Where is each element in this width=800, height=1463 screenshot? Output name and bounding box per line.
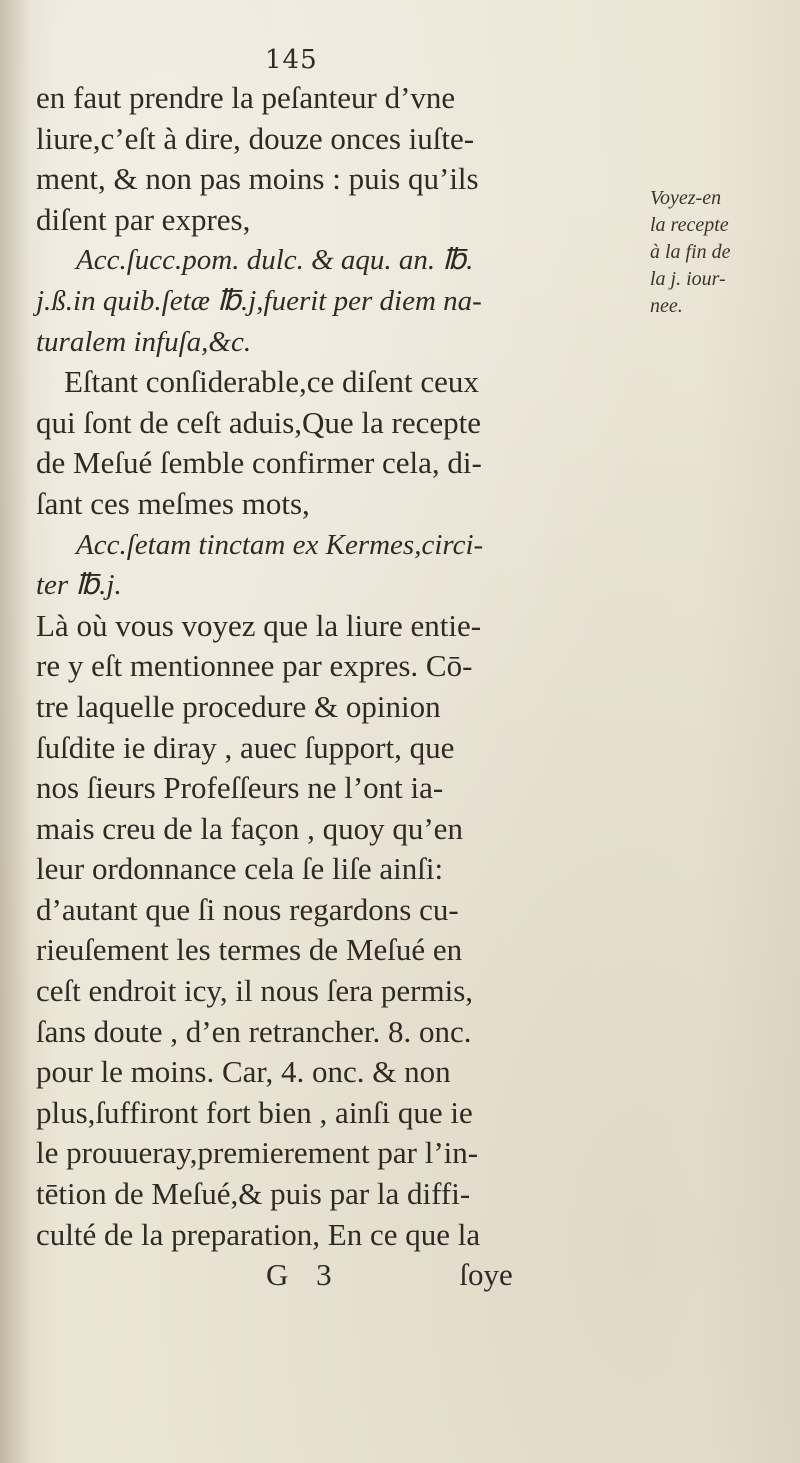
latin-recipe-line: Acc.ſucc.pom. dulc. & aqu. an. ℔.	[76, 244, 474, 277]
latin-recipe-line: j.ß.in quib.ſetæ ℔.j,fuerit per diem na-	[36, 284, 482, 317]
text-line: pour le moins. Car, 4. onc. & non	[36, 1054, 451, 1090]
text-line: tre laquelle procedure & opinion	[36, 688, 441, 724]
text-line: culté de la preparation, En ce que la	[36, 1216, 481, 1252]
text-line: qui ſont de ceſt aduis,Que la recepte	[36, 404, 482, 440]
text-line: ſans doute , d’en retrancher. 8. onc.	[36, 1013, 472, 1049]
text-line: re y eſt mentionnee par expres. Cō-	[36, 648, 473, 684]
text-line: ment, & non pas moins : puis qu’ils	[36, 161, 479, 197]
text-line: leur ordonnance cela ſe liſe ainſi:	[36, 851, 444, 887]
text-line: Eſtant conſiderable,ce diſent ceux	[64, 364, 479, 400]
text-line: ceſt endroit icy, il nous ſera permis,	[36, 973, 474, 1009]
text-line: ſant ces meſmes mots,	[36, 485, 310, 521]
signature-mark: G 3	[266, 1257, 342, 1293]
main-text-block	[36, 78, 616, 1296]
text-line: rieuſement les termes de Meſué en	[36, 932, 463, 968]
text-line: Là où vous voyez que la liure entie-	[36, 607, 482, 643]
text-line: ſuſdite ie diray , auec ſupport, que	[36, 729, 455, 765]
text-line: en faut prendre la peſanteur d’vne	[36, 80, 456, 115]
signature-and-catchword-line	[36, 1255, 616, 1296]
text-line: le prouueray,premierement par l’in-	[36, 1135, 479, 1171]
catchword: ſoye	[459, 1257, 513, 1293]
margin-note-line: à la fin de	[650, 241, 731, 263]
latin-recipe-line: turalem infuſa,&c.	[36, 325, 252, 358]
page-gutter-shadow	[0, 0, 30, 1463]
text-line: nos ſieurs Profeſſeurs ne l’ont ia-	[36, 770, 444, 806]
page-number: 145	[265, 45, 318, 75]
margin-note-line: Voyez-en	[650, 187, 722, 209]
text-line: mais creu de la façon , quoy qu’en	[36, 810, 463, 846]
margin-note-line: la recepte	[650, 214, 729, 236]
text-line: de Meſué ſemble confirmer cela, di-	[36, 445, 482, 481]
text-line: diſent par expres,	[36, 201, 251, 237]
text-line: plus,ſuffiront fort bien , ainſi que ie	[36, 1094, 473, 1130]
margin-note	[650, 185, 795, 320]
text-line: d’autant que ſi nous regardons cu-	[36, 891, 459, 927]
text-line: tētion de Meſué,& puis par la diffi-	[36, 1176, 471, 1212]
margin-note-line: la j. iour-	[650, 268, 726, 290]
margin-note-line: nee.	[650, 295, 683, 317]
latin-recipe-line: ter ℔.j.	[36, 569, 122, 602]
latin-recipe-line: Acc.ſetam tinctam ex Kermes,circi-	[76, 528, 484, 561]
text-line: liure,c’eſt à dire, douze onces iuſte-	[36, 120, 475, 156]
